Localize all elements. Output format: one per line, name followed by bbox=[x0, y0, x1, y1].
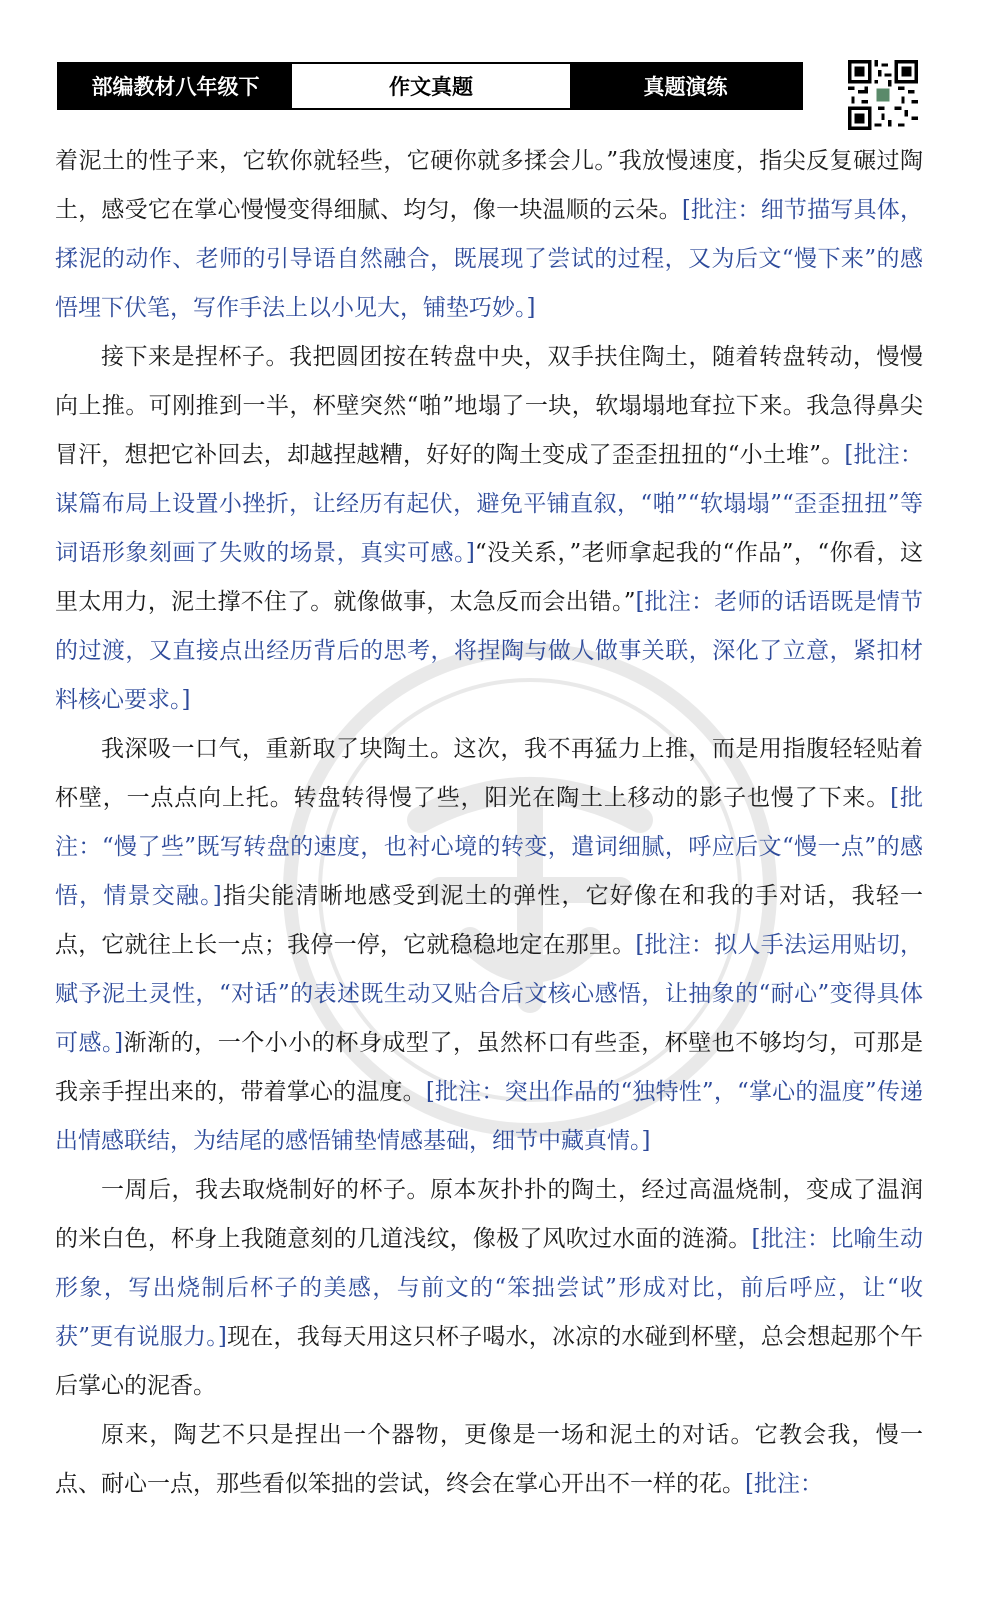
header-bar bbox=[57, 62, 803, 110]
essay-text: 接下来是捏杯子。我把圆团按在转盘中央，双手扶住陶土，随着转盘转动，慢慢向上推。可刚推到一半，杯壁突然“啪”地塌了一块，软塌塌地耷拉下来。我急得鼻尖冒汗，想把它补回去，却越捏越糟，好好的陶土变成了歪歪扭扭的“小土堆”。 bbox=[55, 344, 923, 468]
essay-text: 着泥土的性子来，它软你就轻些，它硬你就多揉会儿。”我放慢速度，指尖反复碾过陶土，感受它在掌心慢慢变得细腻、均匀，像一块温顺的云朵。 bbox=[55, 148, 923, 223]
header-practice-label: 真题演练 bbox=[570, 64, 801, 108]
annotation-note: [批注： bbox=[745, 1471, 823, 1497]
essay-paragraph bbox=[55, 333, 923, 725]
annotation-note: [批注：谋篇布局上设置小挫折，让经历有起伏，避免平铺直叙，“啪”“软塌塌”“歪歪扭扭”等词语形象刻画了失败的场景，真实可感。] bbox=[55, 442, 923, 566]
annotation-note: [批注：拟人手法运用贴切，赋予泥土灵性，“对话”的表述既生动又贴合后文核心感悟，让抽象的“耐心”变得具体可感。] bbox=[55, 932, 923, 1056]
annotation-note: [批注：“慢了些”既写转盘的速度，也衬心境的转变，遣词细腻，呼应后文“慢一点”的感悟，情景交融。] bbox=[55, 785, 923, 909]
essay-paragraph bbox=[55, 1411, 923, 1509]
essay-text: 一周后，我去取烧制好的杯子。原本灰扑扑的陶土，经过高温烧制，变成了温润的米白色，杯身上我随意刻的几道浅纹，像极了风吹过水面的涟漪。 bbox=[55, 1177, 923, 1252]
essay-text: 现在，我每天用这只杯子喝水，冰凉的水碰到杯壁，总会想起那个午后掌心的泥香。 bbox=[55, 1324, 924, 1399]
essay-text: 渐渐的，一个小小的杯身成型了，虽然杯口有些歪，杯壁也不够均匀，可那是我亲手捏出来的，带着掌心的温度。 bbox=[55, 1030, 923, 1105]
annotation-note: [批注：突出作品的“独特性”，“掌心的温度”传递出情感联结，为结尾的感悟铺垫情感基础，细节中藏真情。] bbox=[55, 1079, 924, 1154]
header-section-label: 作文真题 bbox=[292, 64, 570, 108]
essay-body bbox=[55, 137, 923, 1509]
essay-paragraph bbox=[55, 137, 923, 333]
essay-text: 指尖能清晰地感受到泥土的弹性，它好像在和我的手对话，我轻一点，它就往上长一点；我停一停，它就稳稳地定在那里。 bbox=[55, 883, 923, 958]
qr-code-icon[interactable] bbox=[848, 60, 918, 130]
header-textbook-label: 部编教材八年级下 bbox=[59, 64, 292, 108]
essay-paragraph bbox=[55, 1166, 923, 1411]
essay-text: 原来，陶艺不只是捏出一个器物，更像是一场和泥土的对话。它教会我，慢一点、耐心一点，那些看似笨拙的尝试，终会在掌心开出不一样的花。 bbox=[55, 1422, 923, 1497]
annotation-note: [批注：老师的话语既是情节的过渡，又直接点出经历背后的思考，将捏陶与做人做事关联，深化了立意，紧扣材料核心要求。] bbox=[55, 589, 923, 713]
essay-text: 我深吸一口气，重新取了块陶土。这次，我不再猛力上推，而是用指腹轻轻贴着杯壁，一点点向上托。转盘转得慢了些，阳光在陶土上移动的影子也慢了下来。 bbox=[55, 736, 923, 811]
essay-text: “没关系，”老师拿起我的“作品”，“你看，这里太用力，泥土撑不住了。就像做事，太急反而会出错。” bbox=[55, 540, 923, 615]
annotation-note: [批注：细节描写具体，揉泥的动作、老师的引导语自然融合，既展现了尝试的过程，又为后文“慢下来”的感悟埋下伏笔，写作手法上以小见大，铺垫巧妙。] bbox=[55, 197, 923, 321]
essay-paragraph bbox=[55, 725, 923, 1166]
annotation-note: [批注：比喻生动形象，写出烧制后杯子的美感，与前文的“笨拙尝试”形成对比，前后呼应，让“收获”更有说服力。] bbox=[55, 1226, 923, 1350]
